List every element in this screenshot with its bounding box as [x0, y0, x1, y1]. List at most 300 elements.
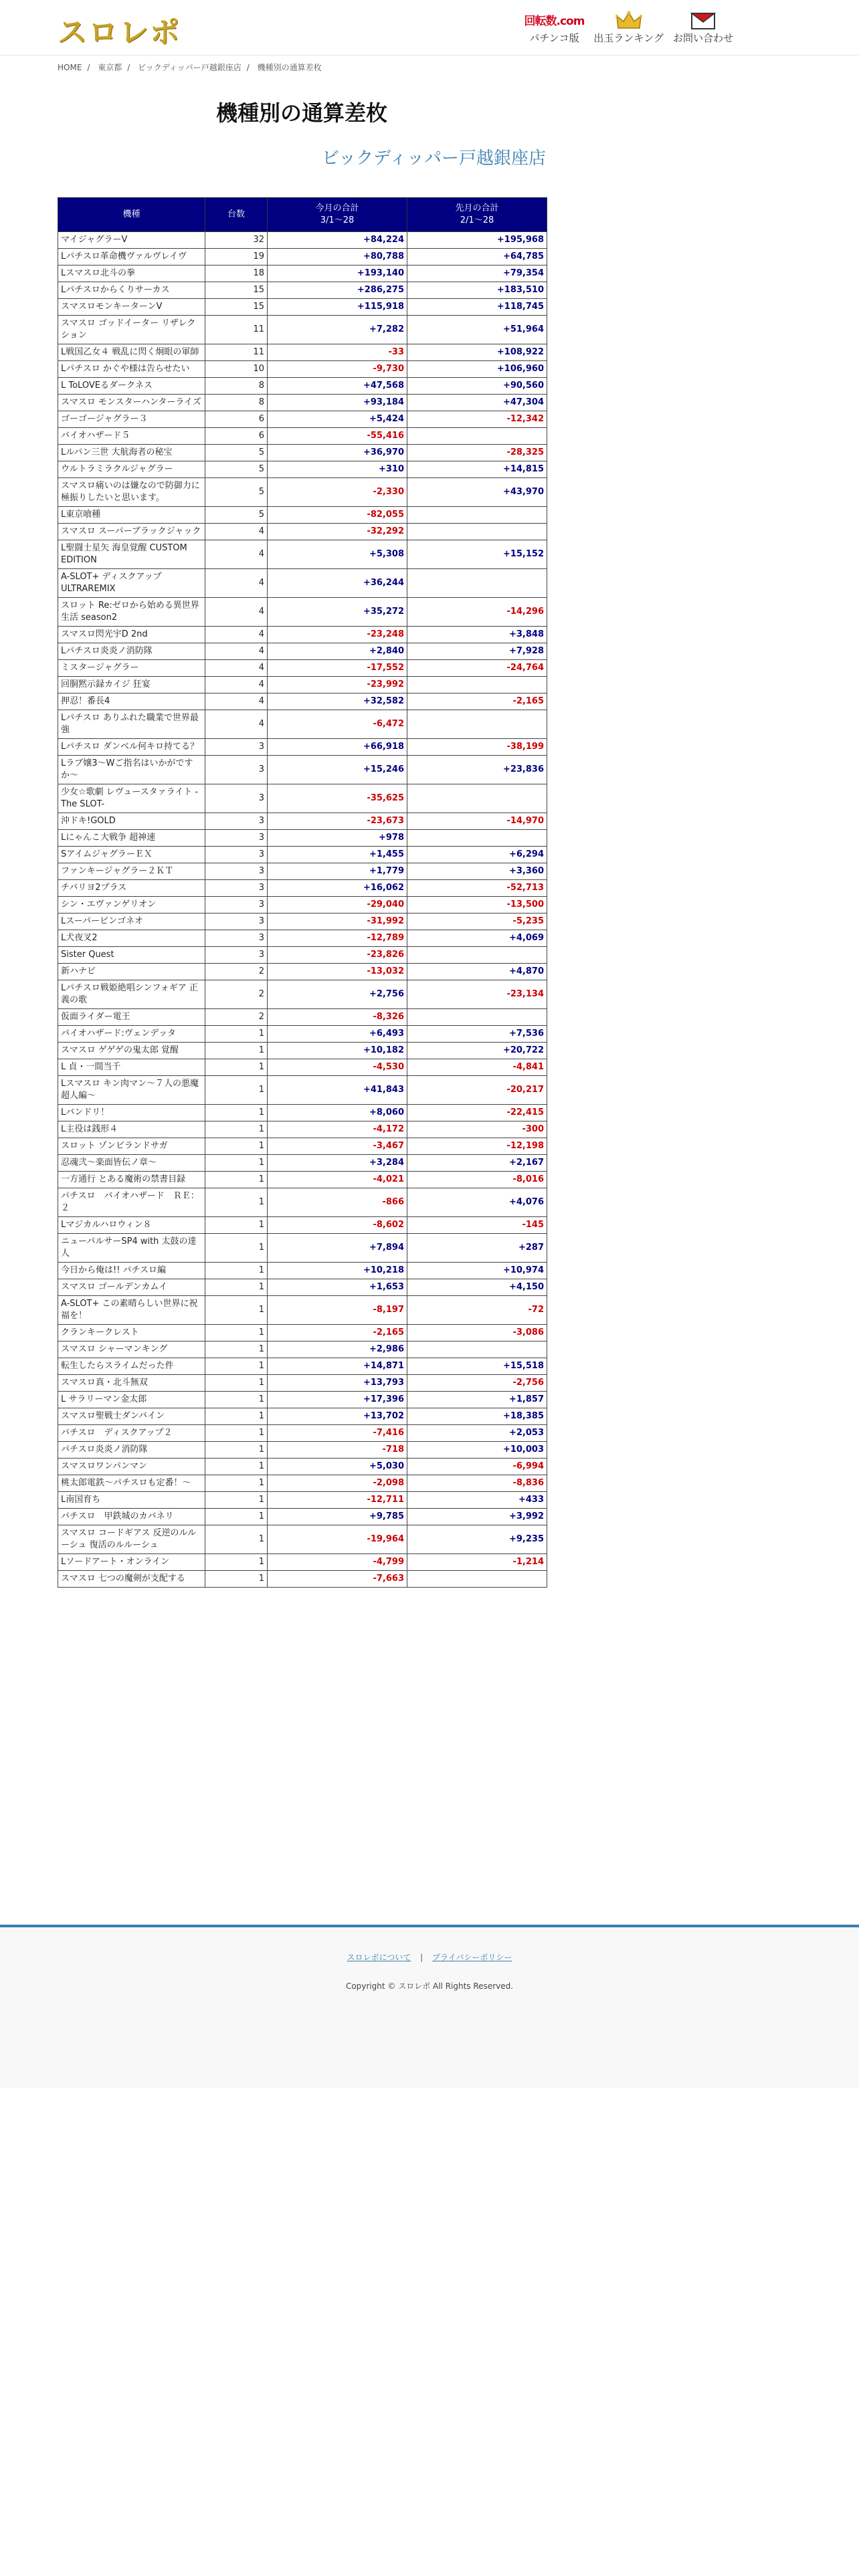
last-month-cell: -5,235 — [407, 914, 547, 930]
last-month-cell: +14,815 — [407, 461, 547, 478]
machine-count-cell: 6 — [205, 428, 268, 445]
footer-separator: | — [420, 1953, 423, 1962]
machine-name-cell[interactable]: スマスロ スーパーブラックジャック — [58, 524, 205, 540]
table-row — [58, 461, 547, 478]
this-month-cell: -4,172 — [268, 1121, 407, 1138]
about-link[interactable]: スロレポについて — [347, 1953, 411, 1962]
table-row — [58, 598, 547, 627]
machine-name-cell[interactable]: ファンキージャグラー２ＫＴ — [58, 863, 205, 880]
table-row — [58, 1525, 547, 1554]
table-row — [58, 914, 547, 930]
machine-count-cell: 1 — [205, 1358, 268, 1375]
machine-name-cell[interactable]: 押忍！番長4 — [58, 693, 205, 710]
this-month-cell: +15,246 — [268, 756, 407, 784]
machine-name-cell[interactable]: バイオハザード５ — [58, 428, 205, 445]
machine-count-cell: 1 — [205, 1138, 268, 1155]
machine-name-cell[interactable]: Lソードアート・オンライン — [58, 1554, 205, 1571]
this-month-cell: -35,625 — [268, 784, 407, 813]
last-month-cell — [407, 677, 547, 693]
machine-name-cell[interactable]: スマスロ痛いのは嫌なので防御力に極振りしたいと思います。 — [58, 478, 205, 507]
machine-count-cell: 10 — [205, 361, 268, 378]
machine-name-cell[interactable]: ミスタージャグラー — [58, 660, 205, 677]
machine-name-cell[interactable]: 今日から俺は!! パチスロ編 — [58, 1263, 205, 1279]
this-month-cell: -3,467 — [268, 1138, 407, 1155]
machine-name-cell[interactable]: SアイムジャグラーＥＸ — [58, 847, 205, 863]
table-row — [58, 1121, 547, 1138]
table-row — [58, 660, 547, 677]
this-month-cell: +2,840 — [268, 643, 407, 660]
this-month-cell: -7,663 — [268, 1571, 407, 1588]
this-month-cell: -31,992 — [268, 914, 407, 930]
machine-name-cell[interactable]: ウルトラミラクルジャグラー — [58, 461, 205, 478]
this-month-cell: +47,568 — [268, 378, 407, 395]
last-month-cell: +3,360 — [407, 863, 547, 880]
this-month-cell: -55,416 — [268, 428, 407, 445]
table-row — [58, 1296, 547, 1325]
table-row — [58, 830, 547, 847]
machine-count-cell: 3 — [205, 947, 268, 964]
last-month-cell: -14,296 — [407, 598, 547, 627]
table-row — [58, 1475, 547, 1492]
machine-name-cell[interactable]: 回胴黙示録カイジ 狂宴 — [58, 677, 205, 693]
this-month-cell: +193,140 — [268, 265, 407, 282]
header-last-month: 先月の合計 2/1〜28 — [407, 198, 547, 232]
last-month-cell: +9,235 — [407, 1525, 547, 1554]
table-row — [58, 1358, 547, 1375]
last-month-cell: -8,836 — [407, 1475, 547, 1492]
table-row — [58, 1188, 547, 1217]
machine-count-cell: 5 — [205, 461, 268, 478]
nav-ranking[interactable] — [593, 9, 664, 45]
table-row — [58, 361, 547, 378]
page-title: 機種別の通算差枚 — [215, 100, 387, 126]
last-month-cell: -3,086 — [407, 1325, 547, 1341]
last-month-cell: -23,134 — [407, 980, 547, 1009]
table-row — [58, 964, 547, 980]
table-row — [58, 1138, 547, 1155]
this-month-cell: -23,248 — [268, 627, 407, 643]
machine-name-cell[interactable]: チバリヨ2プラス — [58, 880, 205, 897]
last-month-cell: +90,560 — [407, 378, 547, 395]
machine-name-cell[interactable]: スマスロ ゴールデンカムイ — [58, 1279, 205, 1296]
table-row — [58, 710, 547, 739]
machine-name-cell[interactable]: パチスロ バイオハザード ＲＥ：２ — [58, 1188, 205, 1217]
last-month-cell: -22,415 — [407, 1105, 547, 1121]
this-month-cell: +7,894 — [268, 1234, 407, 1263]
machine-name-cell[interactable]: L犬夜叉2 — [58, 930, 205, 947]
this-month-cell: -9,730 — [268, 361, 407, 378]
machine-name-cell[interactable]: 仮面ライダー電王 — [58, 1009, 205, 1026]
table-row — [58, 880, 547, 897]
this-month-cell: +13,702 — [268, 1408, 407, 1425]
table-row — [58, 1408, 547, 1425]
table-row — [58, 569, 547, 598]
nav-pachinko-label: パチンコ版 — [529, 32, 579, 44]
machine-count-cell: 4 — [205, 693, 268, 710]
last-month-cell — [407, 830, 547, 847]
machine-count-cell: 3 — [205, 880, 268, 897]
machine-count-cell: 1 — [205, 1296, 268, 1325]
machine-name-cell[interactable]: スロット Re:ゼロから始める異世界生活 season2 — [58, 598, 205, 627]
machine-name-cell[interactable]: L南国育ち — [58, 1492, 205, 1509]
this-month-cell: -82,055 — [268, 507, 407, 524]
header-machine: 機種 — [58, 198, 205, 232]
table-row — [58, 739, 547, 756]
table-row — [58, 1155, 547, 1172]
machine-name-cell[interactable]: クランキークレスト — [58, 1325, 205, 1341]
last-month-cell: +195,968 — [407, 232, 547, 249]
this-month-cell: +310 — [268, 461, 407, 478]
last-month-cell — [407, 710, 547, 739]
this-month-cell: -33 — [268, 344, 407, 361]
machine-count-cell: 1 — [205, 1076, 268, 1105]
last-month-cell: +183,510 — [407, 282, 547, 299]
machine-count-cell: 3 — [205, 756, 268, 784]
machine-name-cell[interactable]: L 貞・一間当千 — [58, 1059, 205, 1076]
machine-count-cell: 1 — [205, 1492, 268, 1509]
machine-name-cell[interactable]: A-SLOT+ この素晴らしい世界に祝福を！ — [58, 1296, 205, 1325]
machine-name-cell[interactable]: スロット ゾンビランドサガ — [58, 1138, 205, 1155]
last-month-cell: -4,841 — [407, 1059, 547, 1076]
last-month-cell: +106,960 — [407, 361, 547, 378]
last-month-cell: -24,764 — [407, 660, 547, 677]
this-month-cell: -23,992 — [268, 677, 407, 693]
machine-name-cell[interactable]: Lパチスロ ありふれた職業で世界最強 — [58, 710, 205, 739]
table-row — [58, 1263, 547, 1279]
site-logo[interactable]: スロレポ — [58, 15, 181, 49]
table-row — [58, 507, 547, 524]
this-month-cell: -12,711 — [268, 1492, 407, 1509]
table-row — [58, 1009, 547, 1026]
machine-name-cell[interactable]: スマスロ聖戦士ダンバイン — [58, 1408, 205, 1425]
this-month-cell: +84,224 — [268, 232, 407, 249]
this-month-cell: -4,799 — [268, 1554, 407, 1571]
machine-count-cell: 1 — [205, 1155, 268, 1172]
table-row — [58, 1375, 547, 1392]
this-month-cell: -2,165 — [268, 1325, 407, 1341]
table-row — [58, 1492, 547, 1509]
machine-count-cell: 1 — [205, 1279, 268, 1296]
last-month-cell: -8,016 — [407, 1172, 547, 1188]
machine-count-cell: 1 — [205, 1325, 268, 1341]
machine-name-cell[interactable]: Lマジカルハロウィン８ — [58, 1217, 205, 1234]
table-row — [58, 930, 547, 947]
machine-name-cell[interactable]: L聖闘士星矢 海皇覚醒 CUSTOM EDITION — [58, 540, 205, 569]
table-row — [58, 693, 547, 710]
last-month-cell: -13,500 — [407, 897, 547, 914]
machine-name-cell[interactable]: スマスロ 七つの魔剣が支配する — [58, 1571, 205, 1588]
machine-count-cell: 1 — [205, 1043, 268, 1059]
this-month-cell: +10,182 — [268, 1043, 407, 1059]
this-month-cell: -32,292 — [268, 524, 407, 540]
this-month-cell: -8,197 — [268, 1296, 407, 1325]
table-row — [58, 813, 547, 830]
breadcrumb-store[interactable]: ビックディッパー戸越銀座店 — [138, 63, 242, 72]
table-row — [58, 395, 547, 411]
machine-count-cell: 4 — [205, 627, 268, 643]
machine-name-cell[interactable]: スマスロ シャーマンキング — [58, 1341, 205, 1358]
this-month-cell: +14,871 — [268, 1358, 407, 1375]
last-month-cell — [407, 1341, 547, 1358]
this-month-cell: +1,653 — [268, 1279, 407, 1296]
machine-name-cell[interactable]: Lスーパービンゴネオ — [58, 914, 205, 930]
last-month-cell: -72 — [407, 1296, 547, 1325]
machine-name-cell[interactable]: スマスロワンパンマン — [58, 1459, 205, 1475]
this-month-cell: +5,030 — [268, 1459, 407, 1475]
machine-name-cell[interactable]: L戦国乙女４ 戦乱に閃く炯眼の軍師 — [58, 344, 205, 361]
this-month-cell: -718 — [268, 1442, 407, 1459]
last-month-cell — [407, 569, 547, 598]
machine-count-cell: 4 — [205, 677, 268, 693]
table-row — [58, 863, 547, 880]
table-row — [58, 1217, 547, 1234]
table-row — [58, 627, 547, 643]
machine-name-cell[interactable]: Lラブ嬢3〜Wご指名はいかがですか〜 — [58, 756, 205, 784]
machine-count-cell: 4 — [205, 643, 268, 660]
table-row — [58, 784, 547, 813]
last-month-cell: +47,304 — [407, 395, 547, 411]
machine-count-cell: 1 — [205, 1392, 268, 1408]
nav-ranking-label: 出玉ランキング — [593, 32, 664, 44]
this-month-cell: +5,424 — [268, 411, 407, 428]
machine-name-cell[interactable]: L ToLOVEるダークネス — [58, 378, 205, 395]
this-month-cell: +10,218 — [268, 1263, 407, 1279]
this-month-cell: +6,493 — [268, 1026, 407, 1043]
machine-count-cell: 18 — [205, 265, 268, 282]
this-month-cell: +2,986 — [268, 1341, 407, 1358]
machine-count-cell: 4 — [205, 660, 268, 677]
machine-name-cell[interactable]: Lパチスロ かぐや様は告らせたい — [58, 361, 205, 378]
machine-count-cell: 19 — [205, 249, 268, 265]
table-row — [58, 249, 547, 265]
machine-name-cell[interactable]: 桃太郎電鉄〜パチスロも定番！〜 — [58, 1475, 205, 1492]
machine-name-cell[interactable]: スマスロ真・北斗無双 — [58, 1375, 205, 1392]
kaitensu-logo-icon: 回転数.com — [524, 15, 585, 28]
machine-name-cell[interactable]: 沖ドキ!GOLD — [58, 813, 205, 830]
machine-count-cell: 3 — [205, 847, 268, 863]
machine-name-cell[interactable]: ゴーゴージャグラー３ — [58, 411, 205, 428]
machine-count-cell: 32 — [205, 232, 268, 249]
machine-count-cell: 3 — [205, 863, 268, 880]
machine-name-cell[interactable]: A-SLOT+ ディスクアップ ULTRAREMIX — [58, 569, 205, 598]
machine-count-cell: 1 — [205, 1375, 268, 1392]
machine-name-cell[interactable]: スマスロ閃光宇D 2nd — [58, 627, 205, 643]
machine-name-cell[interactable]: Lパチスロ ダンベル何キロ持てる？ — [58, 739, 205, 756]
table-row — [58, 378, 547, 395]
last-month-cell — [407, 1009, 547, 1026]
header-this-month: 今月の合計 3/1〜28 — [268, 198, 407, 232]
this-month-cell: -19,964 — [268, 1525, 407, 1554]
this-month-cell: -2,330 — [268, 478, 407, 507]
this-month-cell: -23,673 — [268, 813, 407, 830]
last-month-cell: +108,922 — [407, 344, 547, 361]
last-month-cell: +6,294 — [407, 847, 547, 863]
machine-name-cell[interactable]: Lにゃんこ大戦争 超神速 — [58, 830, 205, 847]
last-month-cell — [407, 784, 547, 813]
machine-name-cell[interactable]: シン・エヴァンゲリオン — [58, 897, 205, 914]
this-month-cell: -8,602 — [268, 1217, 407, 1234]
machine-count-cell: 4 — [205, 710, 268, 739]
machine-count-cell: 1 — [205, 1234, 268, 1263]
machine-name-cell[interactable]: 一方通行 とある魔術の禁書目録 — [58, 1172, 205, 1188]
machine-count-cell: 8 — [205, 378, 268, 395]
this-month-cell: +17,396 — [268, 1392, 407, 1408]
this-month-cell: -17,552 — [268, 660, 407, 677]
machine-name-cell[interactable]: パチスロ ディスクアップ２ — [58, 1425, 205, 1442]
table-row — [58, 980, 547, 1009]
machine-name-cell[interactable]: Sister Quest — [58, 947, 205, 964]
table-row — [58, 1043, 547, 1059]
machine-name-cell[interactable]: 新ハナビ — [58, 964, 205, 980]
nav-pachinko[interactable] — [524, 9, 584, 45]
machine-count-cell: 5 — [205, 478, 268, 507]
last-month-cell: +7,536 — [407, 1026, 547, 1043]
table-row — [58, 411, 547, 428]
machine-count-cell: 2 — [205, 1009, 268, 1026]
machine-count-cell: 5 — [205, 445, 268, 461]
machine-count-cell: 11 — [205, 316, 268, 344]
last-month-cell: -20,217 — [407, 1076, 547, 1105]
breadcrumb-prefecture[interactable]: 東京都 — [98, 63, 122, 72]
machine-name-cell[interactable]: Lパチスロ革命機ヴァルヴレイヴ — [58, 249, 205, 265]
last-month-cell — [407, 1571, 547, 1588]
machine-count-cell: 3 — [205, 784, 268, 813]
this-month-cell: +16,062 — [268, 880, 407, 897]
this-month-cell: +13,793 — [268, 1375, 407, 1392]
machine-count-cell: 4 — [205, 540, 268, 569]
this-month-cell: +5,308 — [268, 540, 407, 569]
nav-contact-label: お問い合わせ — [672, 32, 733, 44]
machine-name-cell[interactable]: スマスロ モンスターハンターライズ — [58, 395, 205, 411]
this-month-cell: -23,826 — [268, 947, 407, 964]
table-row — [58, 1459, 547, 1475]
this-month-cell: +3,284 — [268, 1155, 407, 1172]
last-month-cell: +4,150 — [407, 1279, 547, 1296]
machine-name-cell[interactable]: 少女☆歌劇 レヴュースタァライト -The SLOT- — [58, 784, 205, 813]
last-month-cell: +1,857 — [407, 1392, 547, 1408]
machine-name-cell[interactable]: Lルパン三世 大航海者の秘宝 — [58, 445, 205, 461]
machine-count-cell: 1 — [205, 1105, 268, 1121]
machine-count-cell: 1 — [205, 1188, 268, 1217]
last-month-cell: +4,870 — [407, 964, 547, 980]
machine-count-cell: 6 — [205, 411, 268, 428]
machine-name-cell[interactable]: スマスロ ゲゲゲの鬼太郎 覚醒 — [58, 1043, 205, 1059]
this-month-cell: +1,779 — [268, 863, 407, 880]
machine-name-cell[interactable]: スマスロ ゴッドイーター リザレクション — [58, 316, 205, 344]
machine-count-cell: 1 — [205, 1459, 268, 1475]
machine-count-cell: 3 — [205, 930, 268, 947]
last-month-cell: +287 — [407, 1234, 547, 1263]
this-month-cell: -4,021 — [268, 1172, 407, 1188]
machine-name-cell[interactable]: マイジャグラーV — [58, 232, 205, 249]
machine-name-cell[interactable]: スマスロ コードギアス 反逆のルルーシュ 復活のルルーシュ — [58, 1525, 205, 1554]
machine-diff-table — [58, 197, 547, 1588]
machine-name-cell[interactable]: パチスロ炎炎ノ消防隊 — [58, 1442, 205, 1459]
machine-name-cell[interactable]: Lパチスロ炎炎ノ消防隊 — [58, 643, 205, 660]
last-month-cell — [407, 507, 547, 524]
machine-name-cell[interactable]: Lスマスロ キン肉マン〜７人の悪魔超人編〜 — [58, 1076, 205, 1105]
table-row — [58, 344, 547, 361]
machine-count-cell: 1 — [205, 1026, 268, 1043]
machine-name-cell[interactable]: Lバンドリ！ — [58, 1105, 205, 1121]
this-month-cell: +8,060 — [268, 1105, 407, 1121]
machine-name-cell[interactable]: Lパチスロ戦姫絶唱シンフォギア 正義の歌 — [58, 980, 205, 1009]
this-month-cell: -13,032 — [268, 964, 407, 980]
last-month-cell: +20,722 — [407, 1043, 547, 1059]
crown-icon — [593, 9, 664, 31]
this-month-cell: +66,918 — [268, 739, 407, 756]
table-row — [58, 1059, 547, 1076]
last-month-cell: +2,167 — [407, 1155, 547, 1172]
last-month-cell: -28,325 — [407, 445, 547, 461]
last-month-cell: +43,970 — [407, 478, 547, 507]
table-row — [58, 478, 547, 507]
this-month-cell: +2,756 — [268, 980, 407, 1009]
privacy-link[interactable]: プライバシーポリシー — [432, 1953, 512, 1962]
header-count: 台数 — [205, 198, 268, 232]
machine-name-cell[interactable]: ニューパルサーSP4 with 太鼓の達人 — [58, 1234, 205, 1263]
machine-name-cell[interactable]: バイオハザード:ヴェンデッタ — [58, 1026, 205, 1043]
machine-name-cell[interactable]: L サラリーマン金太郎 — [58, 1392, 205, 1408]
last-month-cell: +3,848 — [407, 627, 547, 643]
machine-count-cell: 1 — [205, 1475, 268, 1492]
last-month-cell: +2,053 — [407, 1425, 547, 1442]
machine-count-cell: 3 — [205, 813, 268, 830]
last-month-cell: +7,928 — [407, 643, 547, 660]
last-month-cell: -14,970 — [407, 813, 547, 830]
last-month-cell: +118,745 — [407, 299, 547, 316]
machine-name-cell[interactable]: L主役は銭形４ — [58, 1121, 205, 1138]
machine-count-cell: 3 — [205, 739, 268, 756]
table-row — [58, 1442, 547, 1459]
this-month-cell: -866 — [268, 1188, 407, 1217]
table-row — [58, 1172, 547, 1188]
machine-name-cell[interactable]: 忍魂弐〜楽面皆伝ノ章〜 — [58, 1155, 205, 1172]
machine-name-cell[interactable]: Lパチスロからくりサーカス — [58, 282, 205, 299]
table-row — [58, 265, 547, 282]
table-row — [58, 1076, 547, 1105]
last-month-cell: -2,756 — [407, 1375, 547, 1392]
nav-contact[interactable] — [673, 9, 733, 45]
machine-name-cell[interactable]: パチスロ 甲鉄城のカバネリ — [58, 1509, 205, 1525]
table-header-row — [58, 198, 547, 232]
machine-name-cell[interactable]: L東京喰種 — [58, 507, 205, 524]
machine-count-cell: 2 — [205, 980, 268, 1009]
site-footer — [0, 1925, 859, 2088]
this-month-cell: +35,272 — [268, 598, 407, 627]
machine-name-cell[interactable]: スマスロモンキーターンV — [58, 299, 205, 316]
machine-name-cell[interactable]: Lスマスロ北斗の拳 — [58, 265, 205, 282]
machine-count-cell: 1 — [205, 1408, 268, 1425]
last-month-cell: +64,785 — [407, 249, 547, 265]
machine-name-cell[interactable]: 転生したらスライムだった件 — [58, 1358, 205, 1375]
last-month-cell: +79,354 — [407, 265, 547, 282]
breadcrumb-home[interactable]: HOME — [58, 63, 82, 72]
machine-count-cell: 1 — [205, 1059, 268, 1076]
table-row — [58, 643, 547, 660]
last-month-cell: +10,003 — [407, 1442, 547, 1459]
this-month-cell: +93,184 — [268, 395, 407, 411]
last-month-cell: -145 — [407, 1217, 547, 1234]
machine-count-cell: 8 — [205, 395, 268, 411]
last-month-cell: -1,214 — [407, 1554, 547, 1571]
this-month-cell: +1,455 — [268, 847, 407, 863]
machine-count-cell: 1 — [205, 1172, 268, 1188]
machine-count-cell: 1 — [205, 1425, 268, 1442]
this-month-cell: +978 — [268, 830, 407, 847]
this-month-cell: -4,530 — [268, 1059, 407, 1076]
mail-icon — [673, 9, 733, 31]
